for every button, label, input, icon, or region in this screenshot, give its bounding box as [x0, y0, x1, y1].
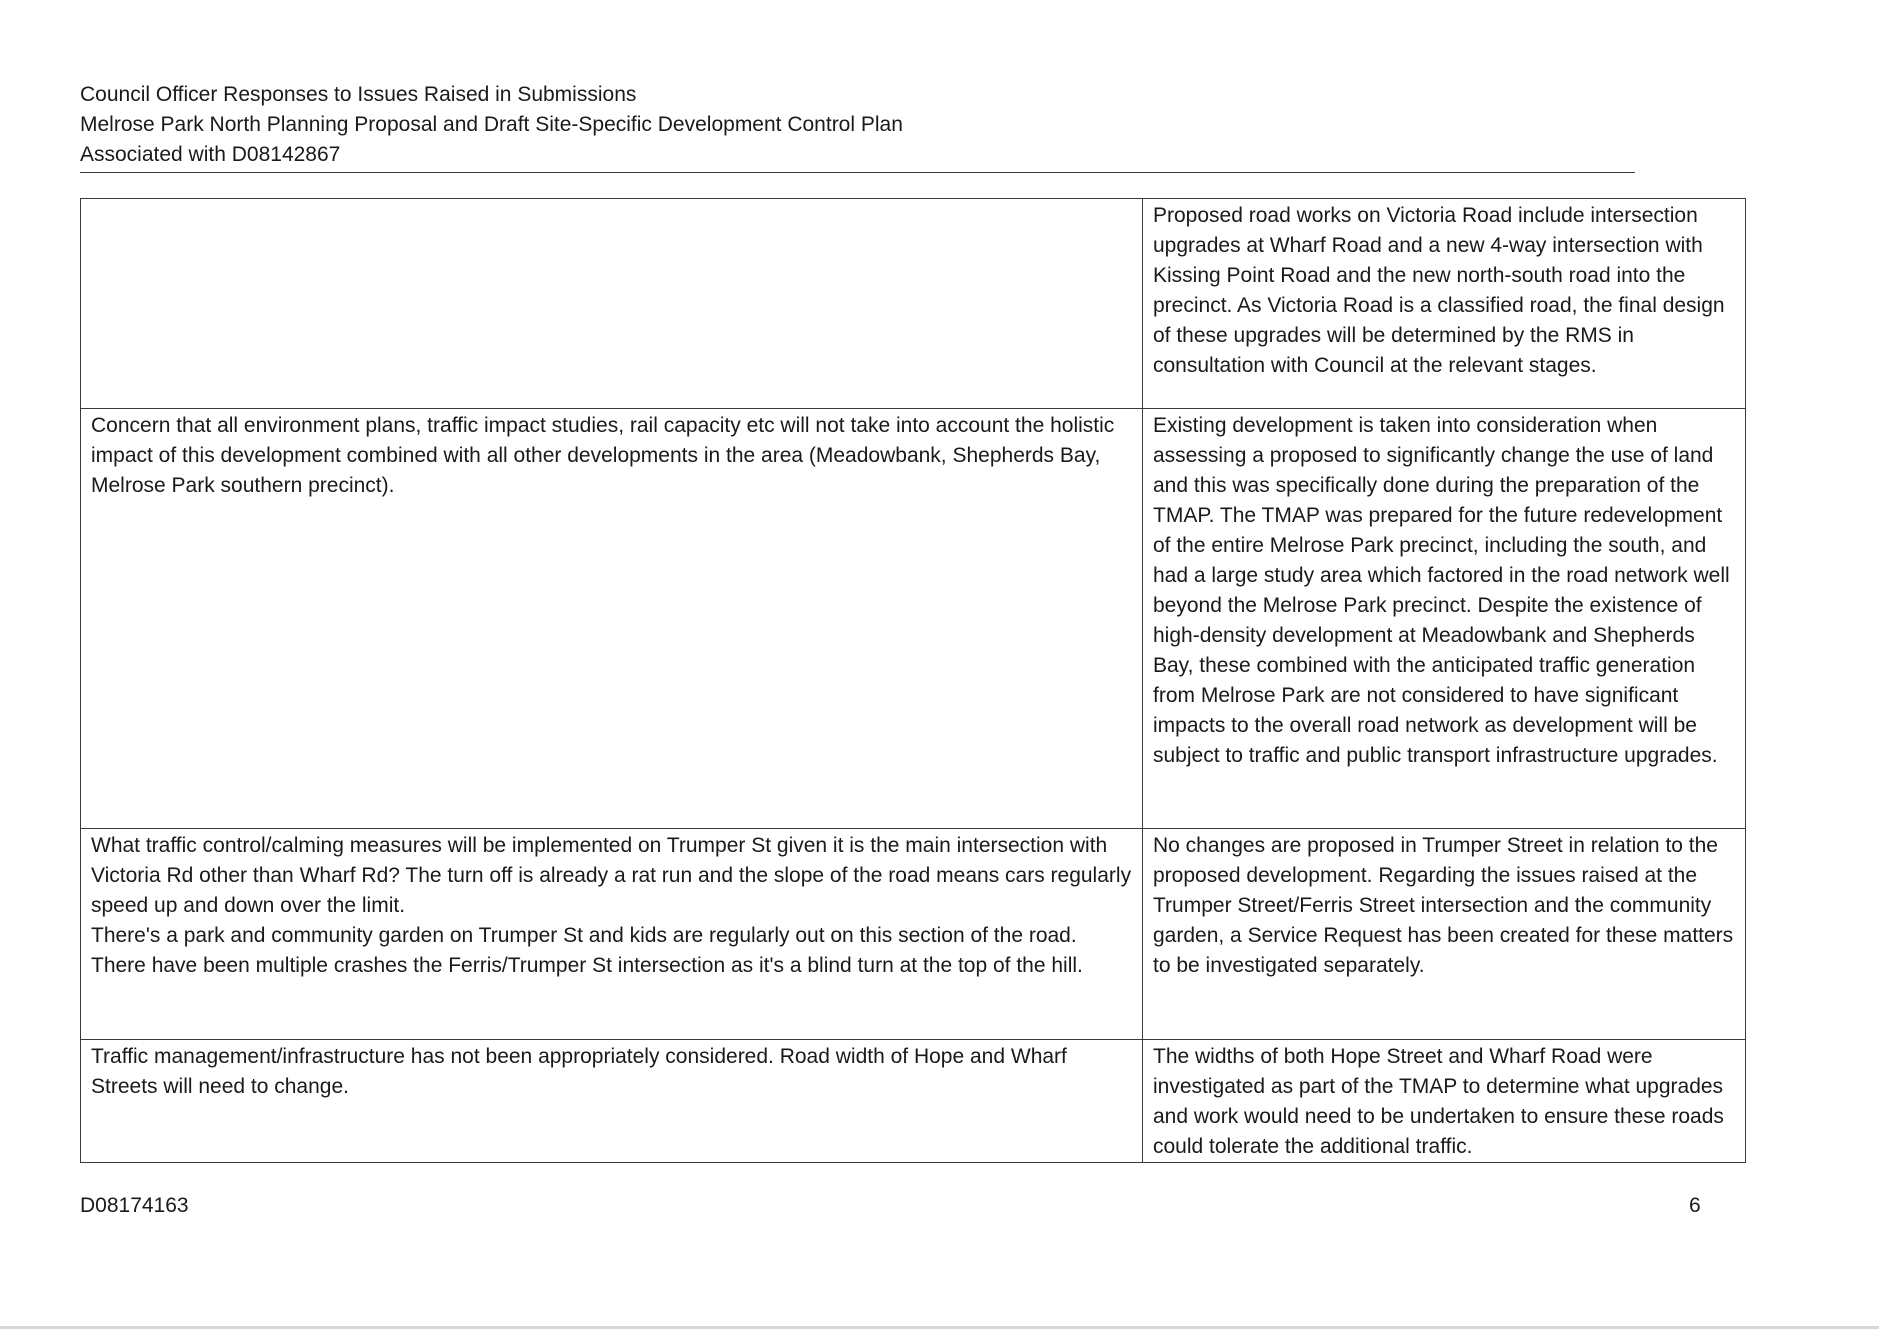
- header-reference: Associated with D08142867: [80, 143, 341, 166]
- issues-responses-table: [80, 198, 1746, 1163]
- footer-document-id: D08174163: [80, 1194, 189, 1217]
- response-cell: Existing development is taken into consideration when assessing a proposed to significantly change the use of land and this was specifically done during the preparation of the TMAP. The TMAP was prepared for the future redevelopment of the entire Melrose Park precinct, including the south, and had a large study area which factored in the road network well beyond the Melrose Park precinct. Despite the existence of high-density development at Meadowbank and Shepherds Bay, these combined with the anticipated traffic generation from Melrose Park are not considered to have significant impacts to the overall road network as development will be subject to traffic and public transport infrastructure upgrades.: [1143, 409, 1746, 829]
- issue-cell: Concern that all environment plans, traffic impact studies, rail capacity etc will not take into account the holistic impact of this development combined with all other developments in the area (Meadowbank, Shepherds Bay, Melrose Park southern precinct).: [81, 409, 1143, 829]
- response-cell: The widths of both Hope Street and Wharf Road were investigated as part of the TMAP to determine what upgrades and work would need to be undertaken to ensure these roads could tolerate the additional traffic.: [1143, 1040, 1746, 1163]
- table-row: [81, 1040, 1746, 1163]
- response-cell: Proposed road works on Victoria Road include intersection upgrades at Wharf Road and a new 4-way intersection with Kissing Point Road and the new north-south road into the precinct. As Victoria Road is a classified road, the final design of these upgrades will be determined by the RMS in consultation with Council at the relevant stages.: [1143, 199, 1746, 409]
- header-subtitle: Melrose Park North Planning Proposal and Draft Site-Specific Development Control Plan: [80, 113, 903, 136]
- header-title: Council Officer Responses to Issues Raised in Submissions: [80, 83, 637, 106]
- issue-cell: What traffic control/calming measures will be implemented on Trumper St given it is the main intersection with Victoria Rd other than Wharf Rd? The turn off is already a rat run and the slope of the road means cars regularly speed up and down over the limit. There's a park and community garden on Trumper St and kids are regularly out on this section of the road. There have been multiple crashes the Ferris/Trumper St intersection as it's a blind turn at the top of the hill.: [81, 829, 1143, 1040]
- table-row: [81, 829, 1746, 1040]
- response-cell: No changes are proposed in Trumper Street in relation to the proposed development. Regarding the issues raised at the Trumper Street/Ferris Street intersection and the community garden, a Service Request has been created for these matters to be investigated separately.: [1143, 829, 1746, 1040]
- issue-cell: [81, 199, 1143, 409]
- page-header: [80, 80, 1635, 173]
- table-row: [81, 409, 1746, 829]
- issue-cell: Traffic management/infrastructure has not been appropriately considered. Road width of Hope and Wharf Streets will need to change.: [81, 1040, 1143, 1163]
- footer-page-number: 6: [1689, 1194, 1701, 1217]
- table-row: [81, 199, 1746, 409]
